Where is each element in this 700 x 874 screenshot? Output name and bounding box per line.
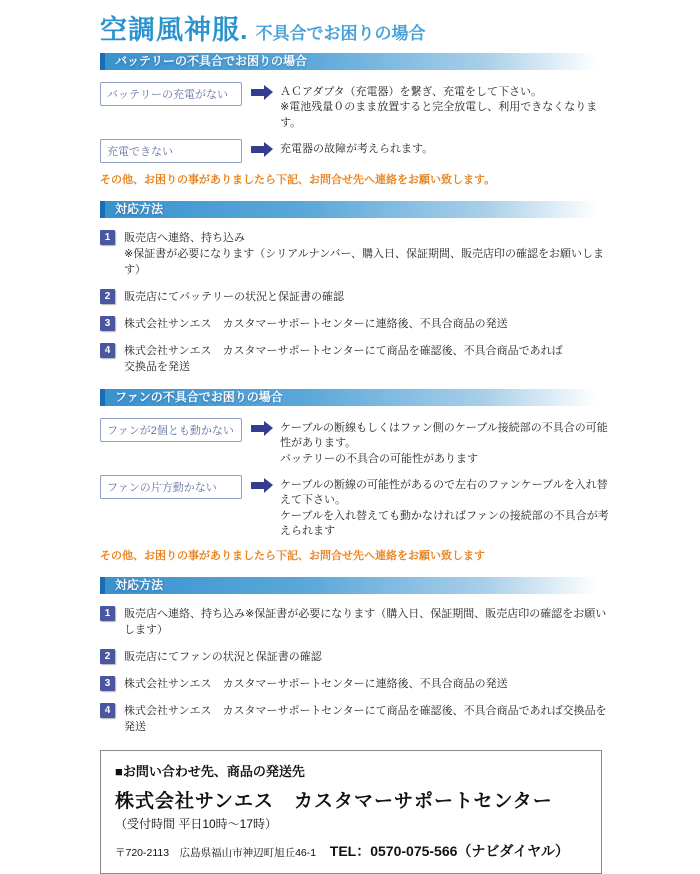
answer-line: ケーブルを入れ替えても動かなければファンの接続部の不具合が考えられます bbox=[280, 509, 609, 538]
step-line: 株式会社サンエス カスタマーサポートセンターに連絡後、不具合商品の発送 bbox=[124, 678, 508, 691]
symptom-box bbox=[100, 139, 242, 163]
contact-tel: TEL：0570-075-566（ナビダイヤル） bbox=[329, 843, 569, 860]
page-subtitle: 不具合でお困りの場合 bbox=[255, 24, 426, 43]
step-row bbox=[100, 343, 612, 376]
step-text bbox=[124, 676, 508, 693]
qa-list bbox=[100, 82, 612, 163]
step-line: 販売店にてファンの状況と保証書の確認 bbox=[124, 651, 322, 664]
step-text bbox=[124, 316, 508, 333]
step-text bbox=[124, 649, 322, 666]
step-text bbox=[124, 230, 612, 279]
step-line: 販売店へ連絡、持ち込み bbox=[124, 232, 245, 245]
contact-bottom-row bbox=[115, 841, 587, 861]
notice-text: その他、お困りの事がありましたら下記、お問合せ先へ連絡をお願い致します。 bbox=[100, 174, 496, 187]
answer-line: ケーブルの断線の可能性があるので左右のファンケーブルを入れ替えて下さい。 bbox=[280, 478, 608, 507]
step-row bbox=[100, 606, 612, 639]
step-line: 株式会社サンエス カスタマーサポートセンターに連絡後、不具合商品の発送 bbox=[124, 317, 508, 330]
qa-row bbox=[100, 82, 612, 131]
step-line: 株式会社サンエス カスタマーサポートセンターにて商品を確認後、不具合商品であれば bbox=[124, 344, 563, 357]
step-row bbox=[100, 703, 612, 736]
section-header-bar bbox=[100, 389, 612, 406]
page-title bbox=[100, 8, 612, 47]
contact-company: 株式会社サンエス カスタマーサポートセンター bbox=[115, 791, 553, 813]
section-header-label: ファンの不具合でお困りの場合 bbox=[115, 389, 283, 404]
symptom-box bbox=[100, 475, 242, 499]
arrow-right-icon bbox=[251, 89, 264, 96]
qa-list bbox=[100, 418, 612, 540]
step-row bbox=[100, 230, 612, 279]
step-number-badge: 4 bbox=[100, 343, 115, 358]
answer-line: ＡＣアダプタ（充電器）を繋ぎ、充電をして下さい。 bbox=[280, 86, 543, 98]
section-header-label: 対応方法 bbox=[115, 202, 164, 217]
section-header-bar bbox=[100, 577, 612, 594]
steps-list bbox=[100, 230, 612, 376]
step-line: 販売店にてバッテリーの状況と保証書の確認 bbox=[124, 290, 344, 303]
brand-title: 空調風神服. bbox=[100, 15, 249, 45]
arrow-right-icon bbox=[251, 146, 264, 153]
answer-line: バッテリーの不具合の可能性があります bbox=[280, 452, 478, 465]
symptom-box bbox=[100, 418, 242, 442]
arrow-right-icon bbox=[251, 482, 264, 489]
step-number-badge: 3 bbox=[100, 676, 115, 691]
answer-line: 充電器の故障が考えられます。 bbox=[280, 143, 434, 156]
symptom-label: ファンの片方動かない bbox=[107, 481, 217, 494]
notice-text: その他、お困りの事がありましたら下記、お問合せ先へ連絡をお願い致します bbox=[100, 550, 485, 563]
section-header-label: バッテリーの不具合でお困りの場合 bbox=[115, 54, 308, 68]
symptom-label: ファンが2個とも動かない bbox=[107, 424, 234, 437]
section-header-bar bbox=[100, 201, 612, 218]
step-number-badge: 2 bbox=[100, 649, 115, 664]
step-line: 株式会社サンエス カスタマーサポートセンターにて商品を確認後、不具合商品であれば交換品を発送 bbox=[124, 705, 607, 734]
step-line: 販売店へ連絡、持ち込み※保証書が必要になります（購入日、保証期間、販売店印の確認をお願いします） bbox=[124, 608, 607, 637]
steps-list bbox=[100, 606, 612, 736]
step-row bbox=[100, 289, 612, 306]
step-row bbox=[100, 316, 612, 333]
step-line: ※保証書が必要になります（シリアルナンバー、購入日、保証期間、販売店印の確認をお願いします） bbox=[124, 248, 605, 277]
answer-line: ケーブルの断線もしくはファン側のケーブル接続部の不具合の可能性があります。 bbox=[280, 421, 608, 450]
qa-row bbox=[100, 418, 612, 467]
symptom-label: バッテリーの充電がない bbox=[107, 89, 228, 101]
step-text bbox=[124, 343, 563, 376]
section-header-bar bbox=[100, 53, 612, 70]
answer-text bbox=[280, 418, 612, 467]
step-number-badge: 1 bbox=[100, 230, 115, 245]
answer-line: ※電池残量０のまま放置すると完全放電し、利用できなくなります。 bbox=[280, 101, 598, 129]
step-row bbox=[100, 676, 612, 693]
qa-row bbox=[100, 475, 612, 540]
arrow-right-icon bbox=[251, 425, 264, 432]
symptom-box bbox=[100, 82, 242, 106]
step-text bbox=[124, 606, 612, 639]
answer-text bbox=[280, 82, 612, 131]
sections-container bbox=[100, 53, 612, 736]
step-line: 交換品を発送 bbox=[124, 360, 190, 373]
contact-heading: ■お問い合わせ先、商品の発送先 bbox=[115, 764, 305, 780]
step-number-badge: 2 bbox=[100, 289, 115, 304]
step-number-badge: 1 bbox=[100, 606, 115, 621]
qa-row bbox=[100, 139, 612, 163]
step-row bbox=[100, 649, 612, 666]
step-text bbox=[124, 703, 612, 736]
answer-text bbox=[280, 139, 433, 157]
step-text bbox=[124, 289, 344, 306]
section-header-label: 対応方法 bbox=[115, 578, 164, 593]
contact-box bbox=[100, 750, 602, 874]
contact-hours: （受付時間 平日10時～17時） bbox=[115, 817, 278, 832]
symptom-label: 充電できない bbox=[107, 146, 173, 159]
step-number-badge: 4 bbox=[100, 703, 115, 718]
contact-address: 〒720-2113 広島県福山市神辺町旭丘46-1 bbox=[115, 847, 317, 860]
answer-text bbox=[280, 475, 612, 540]
step-number-badge: 3 bbox=[100, 316, 115, 331]
